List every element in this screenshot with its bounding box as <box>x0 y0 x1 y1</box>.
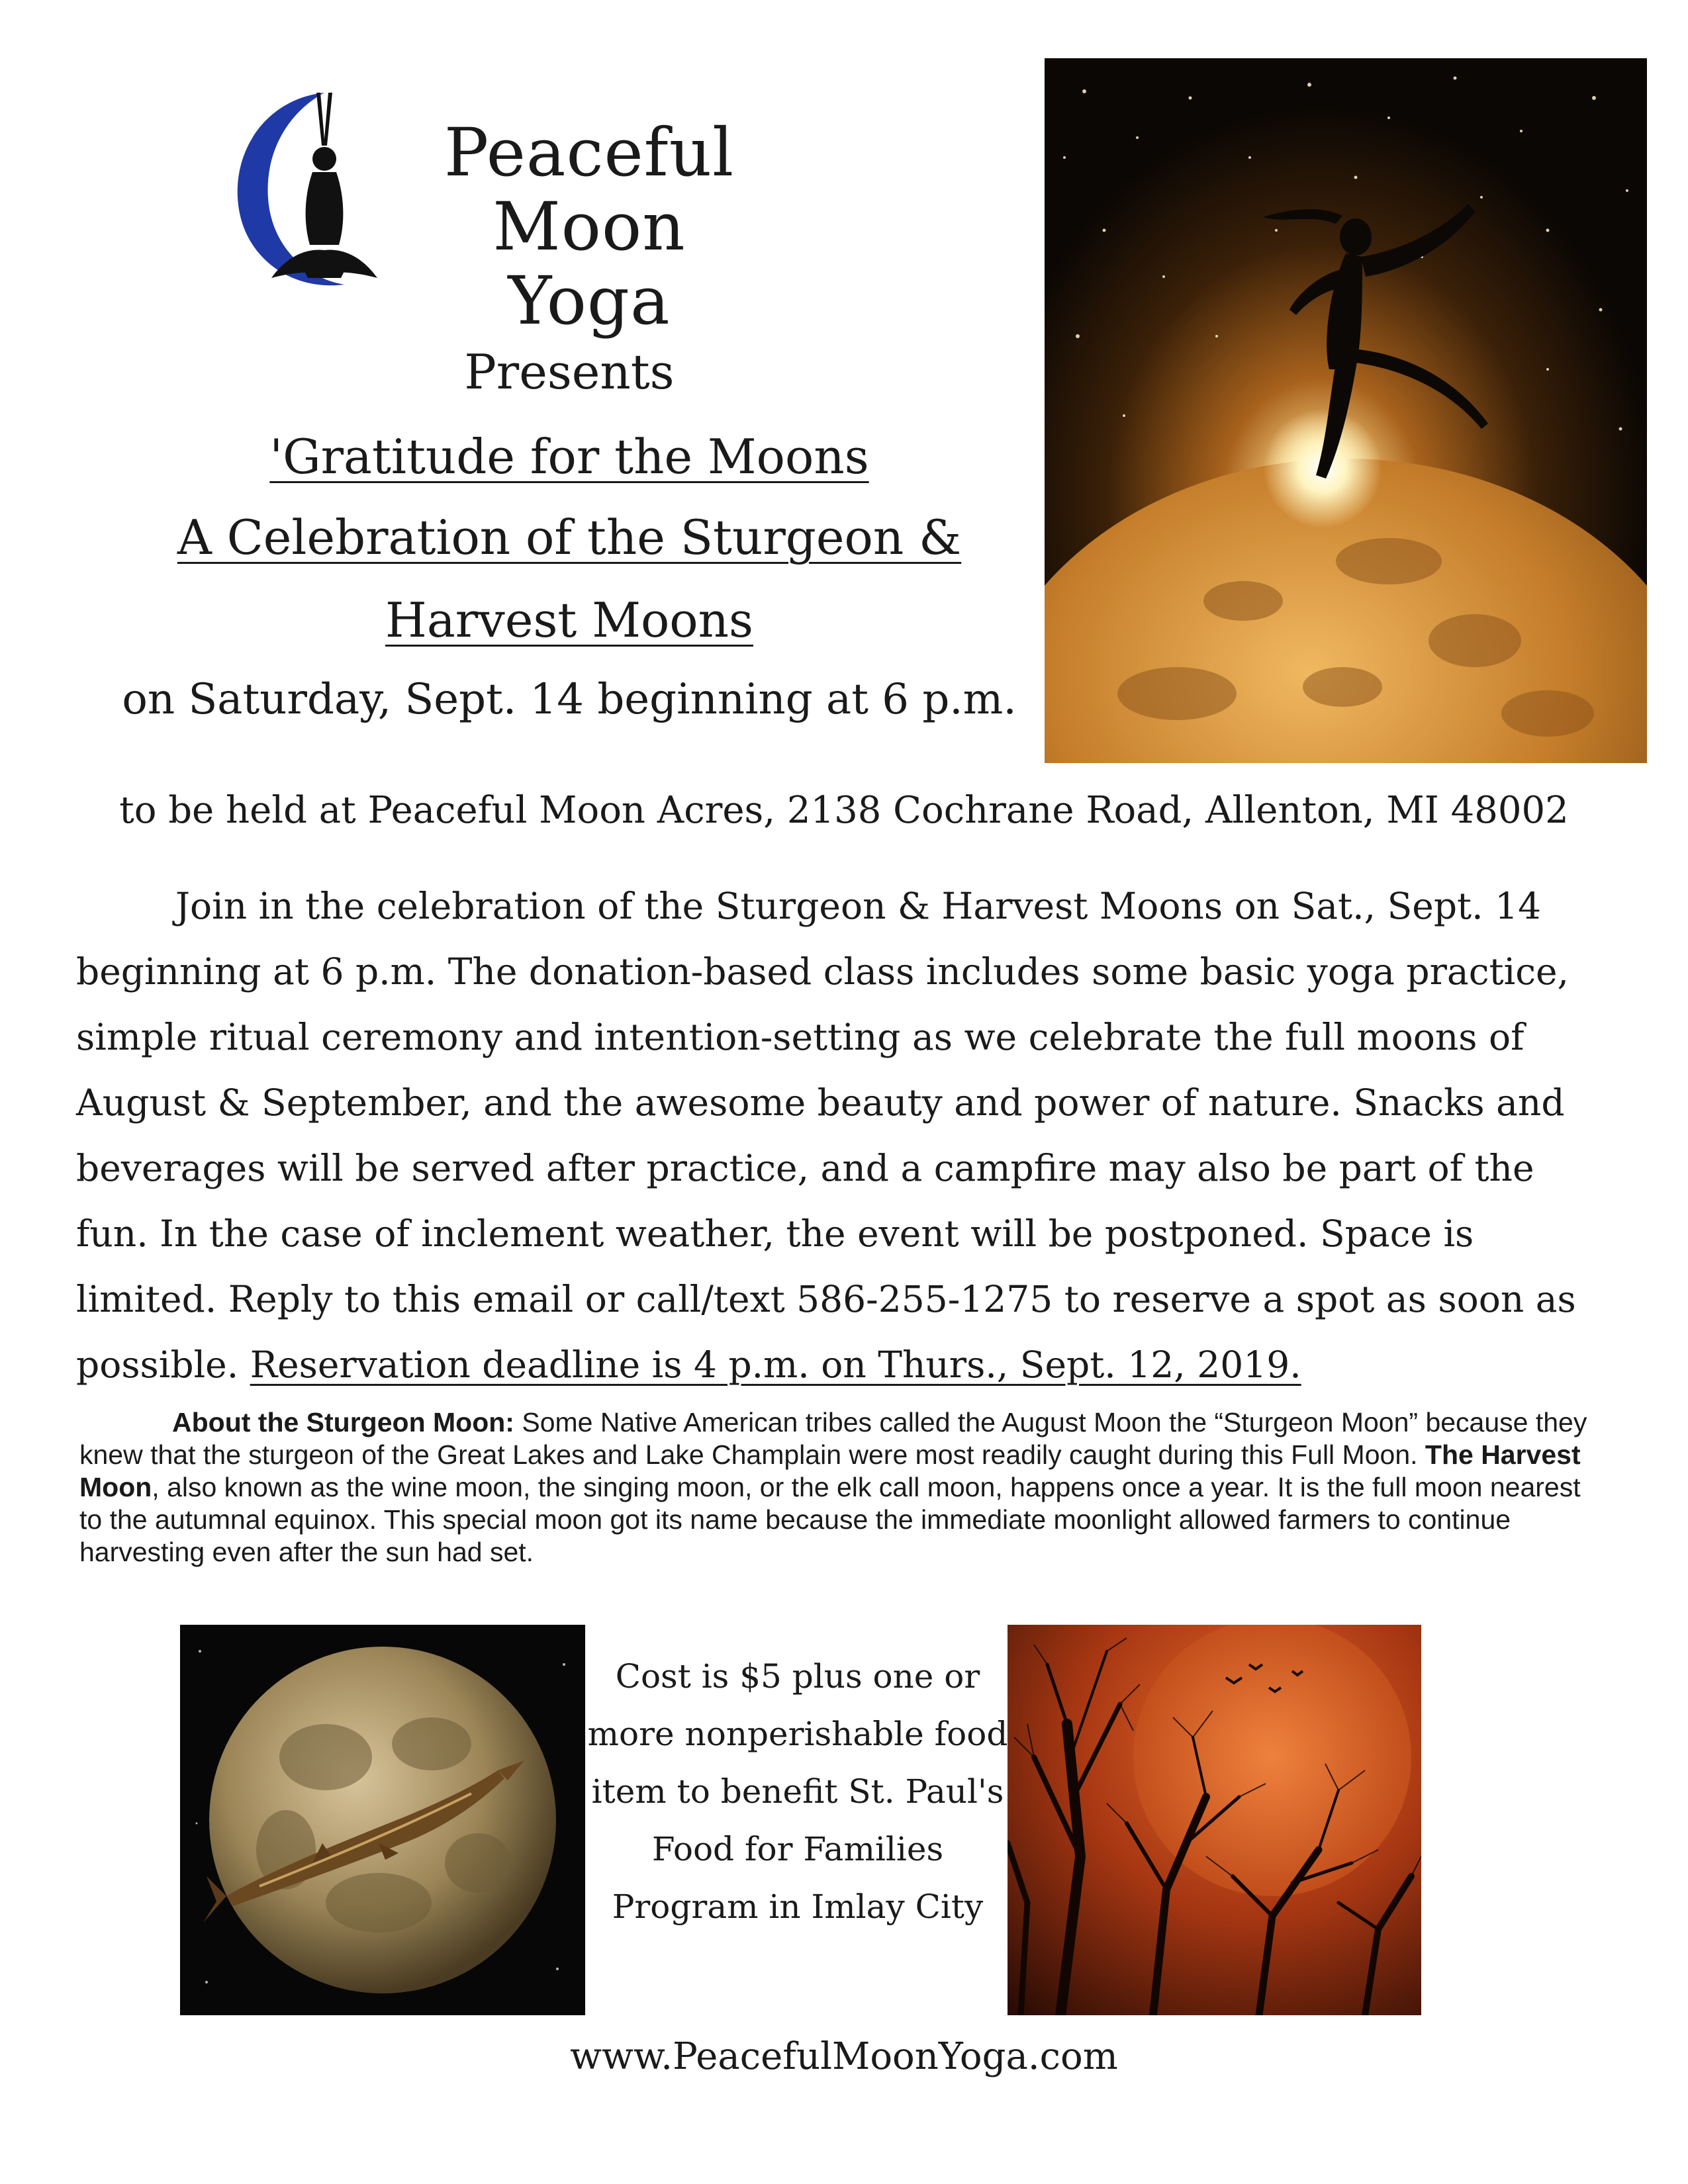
event-title-line1: 'Gratitude for the Moons <box>269 429 869 484</box>
about-sturgeon-text: Some Native American tribes called the August Moon the “Sturgeon Moon” because they knew that the sturgeon of the Great Lakes and Lake Champlain were most readily caught during this Full Moon. <box>79 1407 1587 1470</box>
reservation-deadline: Reservation deadline is 4 p.m. on Thurs., Sept. 12, 2019. <box>250 1343 1301 1386</box>
logo-name-line1: Peaceful Moon <box>444 114 735 265</box>
event-date: on Saturday, Sept. 14 beginning at 6 p.m. <box>122 675 1017 724</box>
about-harvest-text: , also known as the wine moon, the singing moon, or the elk call moon, happens once a year. It is the full moon nearest to the autumnal equinox. This special moon got its name because the immediate moonlight allowed farmers to continue harvesting even after the sun had set. <box>79 1472 1581 1567</box>
sturgeon-moon-image <box>180 1625 585 2015</box>
event-title-line2: A Celebration of the Sturgeon & <box>177 510 962 565</box>
logo-name <box>344 116 834 338</box>
logo-name-line2: Yoga <box>508 262 671 340</box>
harvest-moon-image <box>1008 1625 1421 2015</box>
about-moons-paragraph <box>79 1406 1602 1569</box>
event-description-text: Join in the celebration of the Sturgeon & Harvest Moons on Sat., Sept. 14 beginning at 6 p.m. The donation-based class includes some basic yoga practice, simple ritual ceremony and intention-setting as we celebrate the full moons of August & September, and the awesome beauty and power of nature. Snacks and beverages will be served after practice, and a campfire may also be part of the fun. In the case of inclement weather, the event will be postponed. Space is limited. Reply to this email or call/text 586-255-1275 to reserve a spot as soon as possible. <box>76 885 1576 1386</box>
dancer-on-moon-photo <box>1045 58 1647 763</box>
about-sturgeon-label: About the Sturgeon Moon: <box>172 1407 514 1437</box>
event-cost: Cost is $5 plus one or more nonperishable food item to benefit St. Paul's Food for Families Program in Imlay City <box>587 1657 1008 1926</box>
presents-heading: Presents <box>464 344 675 400</box>
logo <box>225 79 821 340</box>
harvest-moon-photo <box>1008 1625 1421 2015</box>
about-harvest-label: The Harvest Moon <box>79 1439 1581 1502</box>
dancer-on-moon-image <box>1045 58 1647 763</box>
event-title-line3: Harvest Moons <box>385 592 753 648</box>
event-venue: to be held at Peaceful Moon Acres, 2138 Cochrane Road, Allenton, MI 48002 <box>119 789 1569 832</box>
sturgeon-moon-photo <box>180 1625 585 2015</box>
website-link[interactable]: www.PeacefulMoonYoga.com <box>570 2035 1118 2078</box>
event-description <box>76 874 1592 1398</box>
